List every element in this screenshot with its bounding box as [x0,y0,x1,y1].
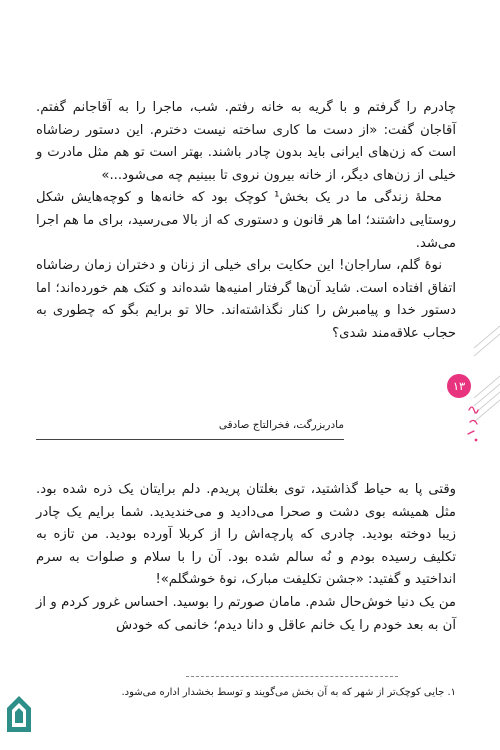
paragraph: نوهٔ گلم، ساراجان! این حکایت برای خیلی از زنان و دختران زمان رضاشاه اتفاق افتاده است. شاید آن‌ها گرفتار امنیه‌ها شده‌اند و کتک هم خورده‌اند؛ اما دستور خدا و پیامبرش را کنار نگذاشته‌اند. حالا تو برایم بگو که چطوری به حجاب علاقه‌مند شدی؟ [36,258,456,341]
paragraph: وقتی پا به حیاط گذاشتید، توی بغلتان پریدم. دلم برایتان یک ذره شده بود. مثل همیشه بوی دشت و صحرا می‌دادید و می‌خندیدید. شما برایم یک چادر زیبا دوخته بودید. چادری که پارچه‌اش را از کربلا آورده بودید. من تازه به تکلیف رسیده بودم و نُه سالم شده بود. آن را با سلام و صلوات به سرم انداختید و گفتید: «جشن تکلیفت مبارک، نوهٔ خوشگلم»! [36,482,456,588]
story-text-lower [36,479,456,637]
paragraph: من یک دنیا خوش‌حال شدم. مامان صورتم را بوسید. احساس غرور کردم و از آن به بعد خودم را یک خانم عاقل و دانا دیدم؛ خانمی که خودش [36,594,456,633]
paragraph: محلهٔ زندگی ما در یک بخش¹ کوچک بود که خانه‌ها و کوچه‌هایش شکل روستایی داشتند؛ اما هر قانون و دستوری که از بالا می‌رسید، برای ما هم اجرا می‌شد. [36,190,456,251]
publisher-logo-icon [4,694,34,734]
story-text-upper [36,97,456,346]
page-number-badge: ۱۳ [447,374,471,398]
paragraph: چادرم را گرفتم و با گریه به خانه رفتم. شب، ماجرا را به آقاجانم گفتم. آقاجان گفت: «از دست ما کاری ساخته نیست دخترم. این دستور رضاشاه است که زن‌های ایرانی باید بدون چادر باشند. بهتر است تو هم مثل مادرت و خیلی از زن‌های دیگر، از خانه بیرون نروی تا ببینیم چه می‌شود...» [36,100,456,183]
footnote-separator [186,676,398,677]
signature-caption: مادربزرگت، فخرالتاج صادقی [218,419,344,431]
caption-underline [36,439,344,440]
footnote: ۱. جایی کوچک‌تر از شهر که به آن بخش می‌گویند و توسط بخشدار اداره می‌شود. [121,687,456,698]
